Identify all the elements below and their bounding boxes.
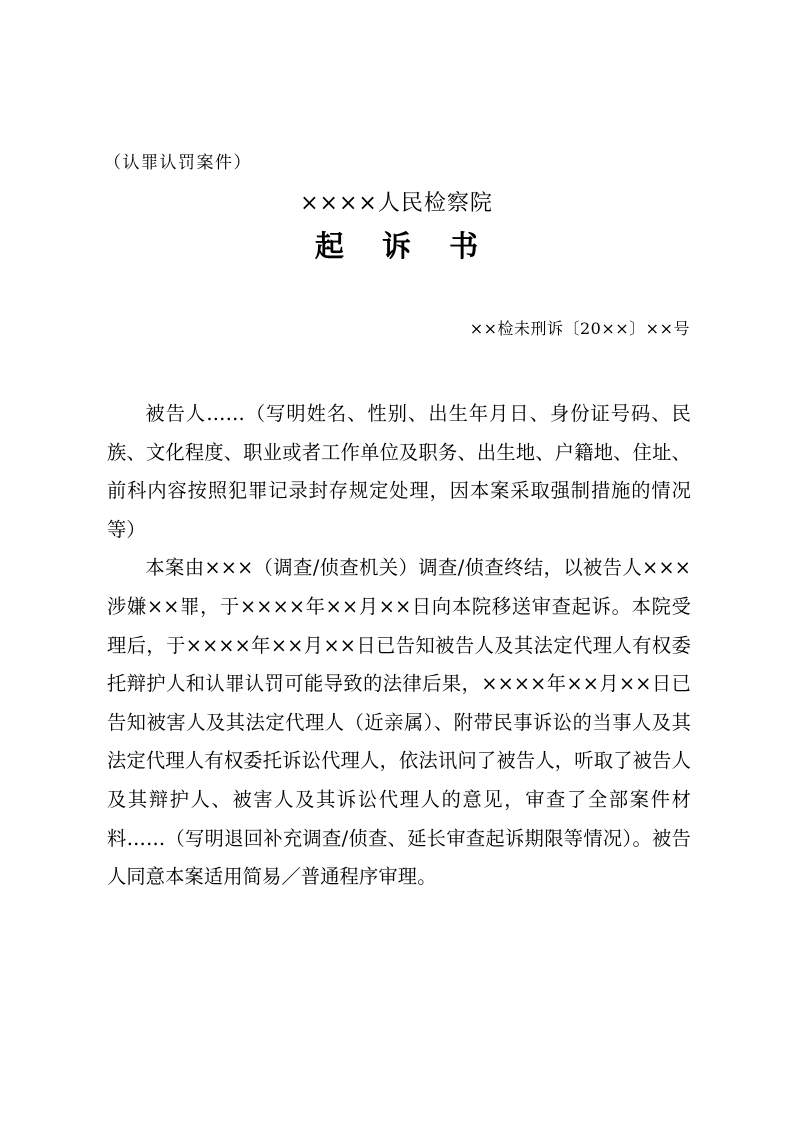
document-body xyxy=(107,395,691,897)
case-type-label: （认罪认罚案件） xyxy=(104,153,252,173)
case-history-paragraph: 本案由×××（调查/侦查机关）调查/侦查终结，以被告人×××涉嫌××罪，于××××年××月××日向本院移送审查起诉。本院受理后，于××××年××月××日已告知被告人及其法定代理人有权委托辩护人和认罪认罚可能导致的法律后果，××××年××月××日已告知被害人及其法定代理人（近亲属）、附带民事诉讼的当事人及其法定代理人有权委托诉讼代理人，依法讯问了被告人，听取了被告人及其辩护人、被害人及其诉讼代理人的意见，审查了全部案件材料……（写明退回补充调查/侦查、延长审查起诉期限等情况）。被告人同意本案适用简易／普通程序审理。 xyxy=(107,556,691,889)
document-number: ××检未刑诉〔20××〕××号 xyxy=(469,319,690,338)
procuratorate-name: ××××人民检察院 xyxy=(300,191,493,216)
document-title: 起 诉 书 xyxy=(314,229,493,263)
defendant-info-paragraph: 被告人……（写明姓名、性别、出生年月日、身份证号码、民族、文化程度、职业或者工作单位及职务、出生地、户籍地、住址、前科内容按照犯罪记录封存规定处理，因本案采取强制措施的情况等） xyxy=(107,402,691,541)
